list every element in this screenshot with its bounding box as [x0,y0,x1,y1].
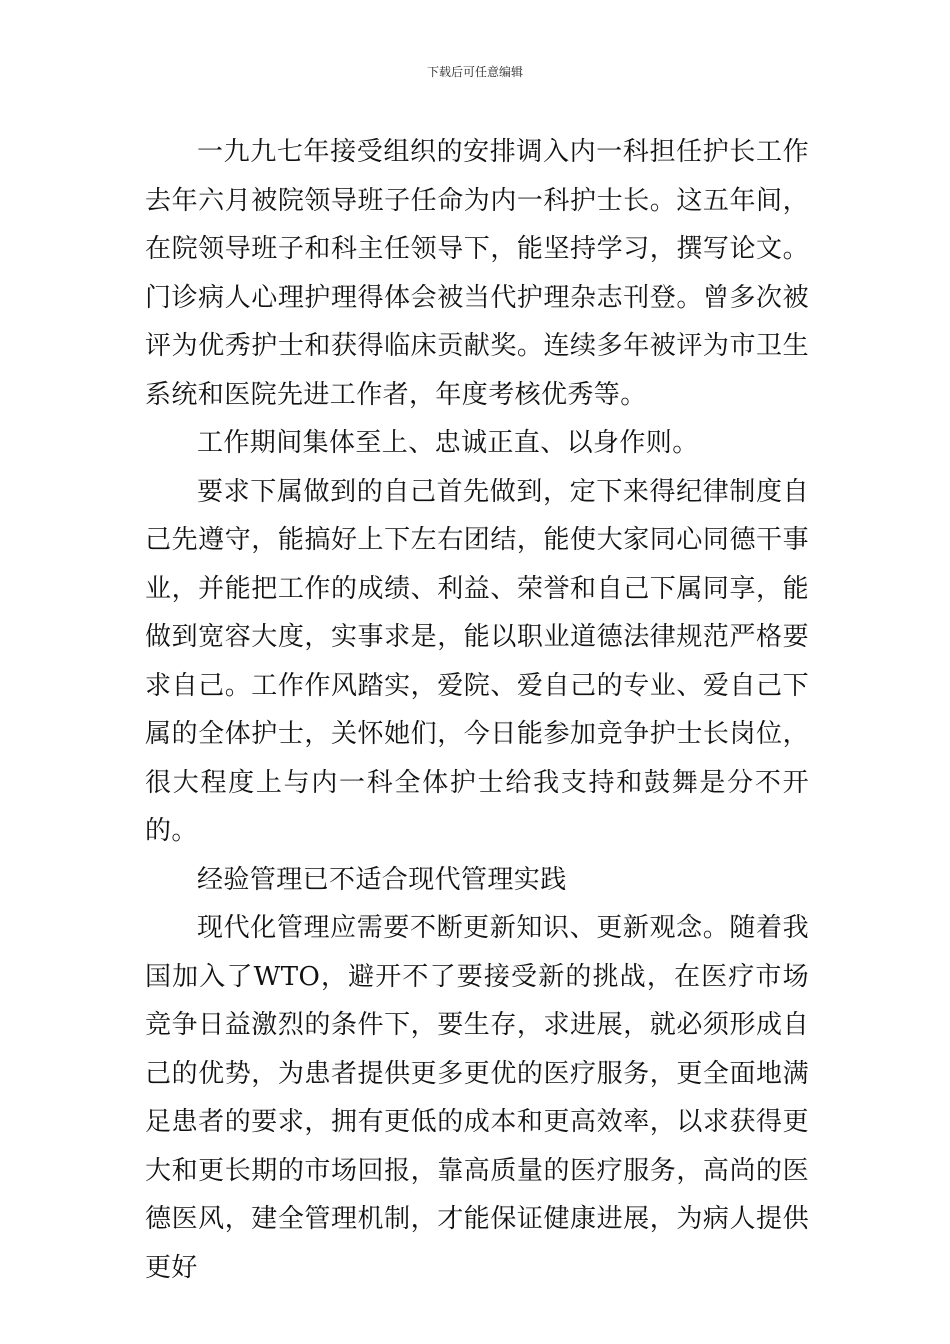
paragraph-self-discipline: 要求下属做到的自己首先做到，定下来得纪律制度自己先遵守，能搞好上下左右团结，能使大家同心同德干事业，并能把工作的成绩、利益、荣誉和自己下属同享，能做到宽容大度，实事求是，能以职业道德法律规范严格要求自己。工作作风踏实，爱院、爱自己的专业、爱自己下属的全体护士，关怀她们，今日能参加竞争护士长岗位，很大程度上与内一科全体护士给我支持和鼓舞是分不开的。 [145,476,809,846]
paragraph-heading-management: 经验管理已不适合现代管理实践 [197,864,567,895]
document-body [145,128,809,1292]
paragraph-career-summary: 一九九七年接受组织的安排调入内一科担任护长工作去年六月被院领导班子任命为内一科护士长。这五年间，在院领导班子和科主任领导下，能坚持学习，撰写论文。门诊病人心理护理得体会被当代护理杂志刊登。曾多次被评为优秀护士和获得临床贡献奖。连续多年被评为市卫生系统和医院先进工作者，年度考核优秀等。 [145,137,809,410]
paragraph-modern-management: 现代化管理应需要不断更新知识、更新观念。随着我国加入了WTO，避开不了要接受新的挑战，在医疗市场竞争日益激烈的条件下，要生存，求进展，就必须形成自己的优势，为患者提供更多更优的医疗服务，更全面地满足患者的要求，拥有更低的成本和更高效率，以求获得更大和更长期的市场回报，靠高质量的医疗服务，高尚的医德医风，建全管理机制，才能保证健康进展，为病人提供更好 [145,913,809,1283]
page-header [0,64,950,80]
header-text: 下载后可任意编辑 [426,65,523,79]
paragraph-heading-collective: 工作期间集体至上、忠诚正直、以身作则。 [197,428,699,458]
